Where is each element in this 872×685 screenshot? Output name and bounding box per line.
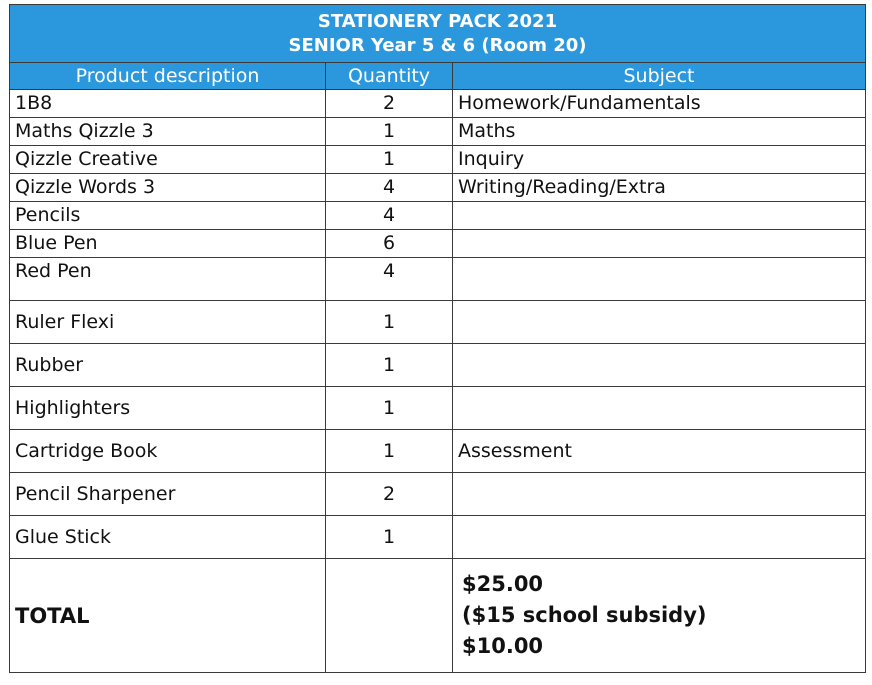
column-header-product: Product description bbox=[10, 63, 326, 90]
total-subsidy: ($15 school subsidy) bbox=[462, 603, 707, 627]
quantity-cell: 1 bbox=[326, 301, 453, 344]
table-row bbox=[10, 344, 866, 387]
subject-cell bbox=[453, 516, 866, 559]
total-price: $25.00 bbox=[462, 572, 544, 596]
product-cell: Maths Qizzle 3 bbox=[10, 118, 326, 146]
table-row bbox=[10, 430, 866, 473]
table-row bbox=[10, 473, 866, 516]
subject-cell: Assessment bbox=[453, 430, 866, 473]
subject-cell bbox=[453, 387, 866, 430]
product-cell: Blue Pen bbox=[10, 230, 326, 258]
pack-title: STATIONERY PACK 2021 bbox=[317, 10, 558, 32]
table-row bbox=[10, 387, 866, 430]
stationery-table bbox=[9, 4, 866, 673]
product-cell: Pencil Sharpener bbox=[10, 473, 326, 516]
column-header-row bbox=[10, 63, 866, 90]
product-cell: Glue Stick bbox=[10, 516, 326, 559]
table-row bbox=[10, 90, 866, 118]
table-row bbox=[10, 118, 866, 146]
product-cell: Cartridge Book bbox=[10, 430, 326, 473]
subject-cell: Homework/Fundamentals bbox=[453, 90, 866, 118]
product-cell: 1B8 bbox=[10, 90, 326, 118]
subject-cell bbox=[453, 344, 866, 387]
table-row bbox=[10, 174, 866, 202]
title-block bbox=[10, 5, 866, 63]
quantity-cell: 4 bbox=[326, 174, 453, 202]
product-cell: Ruler Flexi bbox=[10, 301, 326, 344]
quantity-cell: 1 bbox=[326, 516, 453, 559]
quantity-cell: 1 bbox=[326, 146, 453, 174]
quantity-cell: 1 bbox=[326, 344, 453, 387]
product-cell: Rubber bbox=[10, 344, 326, 387]
total-final: $10.00 bbox=[462, 634, 544, 658]
product-cell: Pencils bbox=[10, 202, 326, 230]
quantity-cell: 2 bbox=[326, 473, 453, 516]
quantity-cell: 4 bbox=[326, 258, 453, 301]
quantity-cell: 1 bbox=[326, 387, 453, 430]
column-header-subject: Subject bbox=[453, 63, 866, 90]
quantity-cell: 1 bbox=[326, 118, 453, 146]
subject-cell bbox=[453, 230, 866, 258]
quantity-cell: 2 bbox=[326, 90, 453, 118]
product-cell: Qizzle Words 3 bbox=[10, 174, 326, 202]
total-quantity-cell bbox=[326, 559, 453, 673]
table-row bbox=[10, 301, 866, 344]
subject-cell bbox=[453, 301, 866, 344]
table-row bbox=[10, 258, 866, 301]
quantity-cell: 6 bbox=[326, 230, 453, 258]
quantity-cell: 4 bbox=[326, 202, 453, 230]
product-cell: Red Pen bbox=[10, 258, 326, 301]
pack-subtitle: SENIOR Year 5 & 6 (Room 20) bbox=[288, 34, 587, 56]
subject-cell bbox=[453, 202, 866, 230]
product-cell: Highlighters bbox=[10, 387, 326, 430]
table-row bbox=[10, 230, 866, 258]
subject-cell bbox=[453, 473, 866, 516]
subject-cell bbox=[453, 258, 866, 301]
total-label: TOTAL bbox=[10, 559, 326, 673]
table-row bbox=[10, 202, 866, 230]
quantity-cell: 1 bbox=[326, 430, 453, 473]
total-amounts bbox=[453, 559, 866, 673]
total-row bbox=[10, 559, 866, 673]
column-header-quantity: Quantity bbox=[326, 63, 453, 90]
product-cell: Qizzle Creative bbox=[10, 146, 326, 174]
subject-cell: Maths bbox=[453, 118, 866, 146]
subject-cell: Writing/Reading/Extra bbox=[453, 174, 866, 202]
table-row bbox=[10, 146, 866, 174]
subject-cell: Inquiry bbox=[453, 146, 866, 174]
table-row bbox=[10, 516, 866, 559]
